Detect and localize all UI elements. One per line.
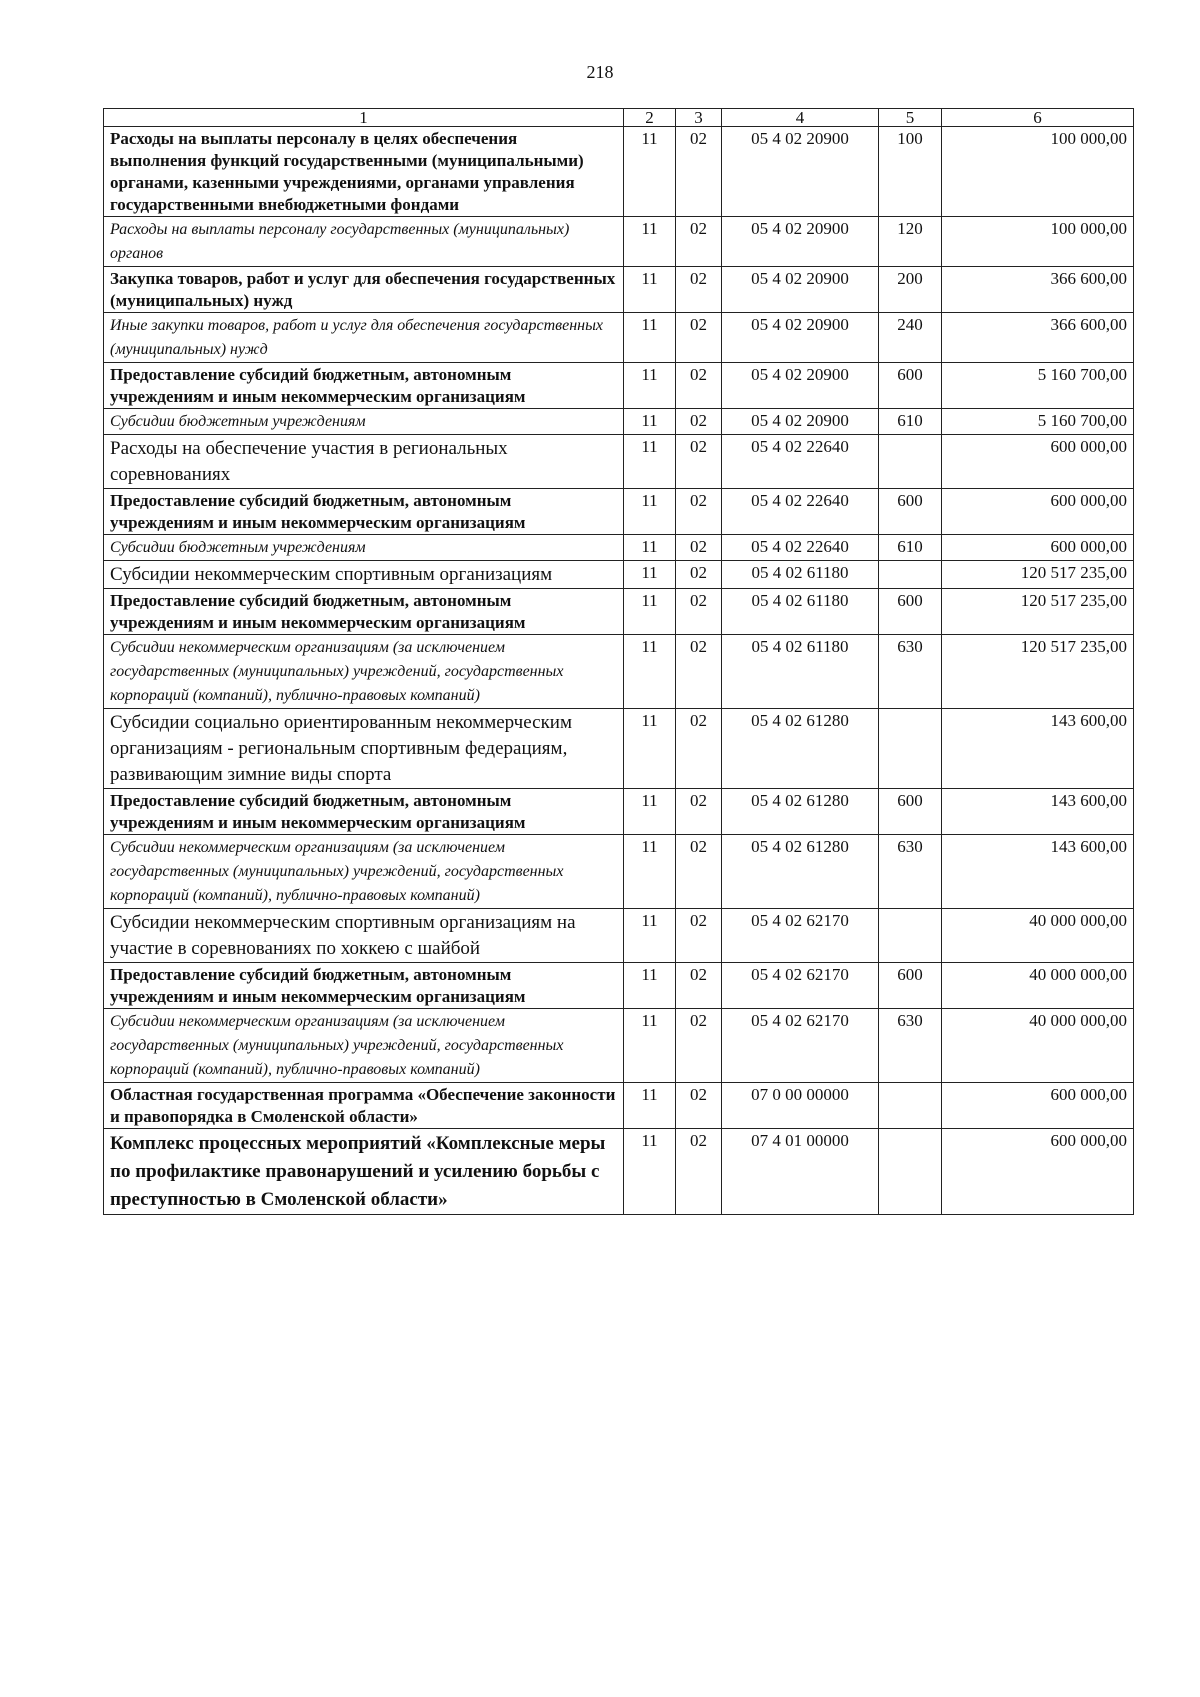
table-row [104,909,1134,963]
table-row [104,313,1134,363]
row-description: Расходы на выплаты персоналу в целях обеспечения выполнения функций государственными (муниципальными) органами, казенными учреждениями, органами управления государственными внебюджетными фондами [104,127,624,217]
section-code: 11 [624,1083,676,1129]
table-row [104,589,1134,635]
section-code: 11 [624,635,676,709]
amount: 5 160 700,00 [942,409,1134,435]
amount: 143 600,00 [942,835,1134,909]
target-article-code: 05 4 02 20900 [722,409,879,435]
subsection-code: 02 [676,1129,722,1215]
section-code: 11 [624,1129,676,1215]
expense-type-code: 600 [879,789,942,835]
section-code: 11 [624,835,676,909]
row-description: Расходы на обеспечение участия в региональных соревнованиях [104,435,624,489]
expense-type-code: 630 [879,835,942,909]
table-row [104,561,1134,589]
column-header: 6 [942,109,1134,127]
table-body [104,127,1134,1215]
row-description: Предоставление субсидий бюджетным, автономным учреждениям и иным некоммерческим организациям [104,963,624,1009]
table-row [104,267,1134,313]
expense-type-code: 120 [879,217,942,267]
target-article-code: 05 4 02 61280 [722,789,879,835]
amount: 366 600,00 [942,313,1134,363]
row-description: Субсидии социально ориентированным некоммерческим организациям - региональным спортивным федерациям, развивающим зимние виды спорта [104,709,624,789]
expense-type-code [879,561,942,589]
expense-type-code [879,909,942,963]
table-row [104,1009,1134,1083]
subsection-code: 02 [676,789,722,835]
target-article-code: 05 4 02 62170 [722,963,879,1009]
amount: 120 517 235,00 [942,589,1134,635]
subsection-code: 02 [676,909,722,963]
subsection-code: 02 [676,709,722,789]
header-row [104,109,1134,127]
section-code: 11 [624,267,676,313]
expense-type-code [879,1083,942,1129]
table-header [104,109,1134,127]
target-article-code: 05 4 02 20900 [722,267,879,313]
amount: 5 160 700,00 [942,363,1134,409]
amount: 120 517 235,00 [942,561,1134,589]
target-article-code: 07 4 01 00000 [722,1129,879,1215]
subsection-code: 02 [676,635,722,709]
row-description: Предоставление субсидий бюджетным, автономным учреждениям и иным некоммерческим организациям [104,489,624,535]
amount: 40 000 000,00 [942,1009,1134,1083]
target-article-code: 05 4 02 61180 [722,561,879,589]
section-code: 11 [624,909,676,963]
subsection-code: 02 [676,217,722,267]
column-header: 4 [722,109,879,127]
row-description: Предоставление субсидий бюджетным, автономным учреждениям и иным некоммерческим организациям [104,363,624,409]
expense-type-code: 610 [879,535,942,561]
expense-type-code [879,1129,942,1215]
section-code: 11 [624,789,676,835]
section-code: 11 [624,489,676,535]
amount: 143 600,00 [942,789,1134,835]
row-description: Иные закупки товаров, работ и услуг для обеспечения государственных (муниципальных) нужд [104,313,624,363]
table-row [104,789,1134,835]
row-description: Предоставление субсидий бюджетным, автономным учреждениям и иным некоммерческим организациям [104,589,624,635]
section-code: 11 [624,589,676,635]
expense-type-code: 240 [879,313,942,363]
row-description: Субсидии бюджетным учреждениям [104,535,624,561]
amount: 40 000 000,00 [942,963,1134,1009]
row-description: Субсидии некоммерческим спортивным организациям [104,561,624,589]
target-article-code: 05 4 02 20900 [722,217,879,267]
target-article-code: 07 0 00 00000 [722,1083,879,1129]
subsection-code: 02 [676,267,722,313]
subsection-code: 02 [676,589,722,635]
row-description: Субсидии некоммерческим организациям (за исключением государственных (муниципальных) учреждений, государственных корпораций (компаний), публично-правовых компаний) [104,835,624,909]
table-row [104,409,1134,435]
budget-table [103,108,1134,1215]
section-code: 11 [624,409,676,435]
target-article-code: 05 4 02 62170 [722,1009,879,1083]
row-description: Закупка товаров, работ и услуг для обеспечения государственных (муниципальных) нужд [104,267,624,313]
table-row [104,635,1134,709]
amount: 600 000,00 [942,435,1134,489]
amount: 100 000,00 [942,127,1134,217]
amount: 600 000,00 [942,1129,1134,1215]
section-code: 11 [624,127,676,217]
table-row [104,217,1134,267]
target-article-code: 05 4 02 22640 [722,435,879,489]
target-article-code: 05 4 02 20900 [722,313,879,363]
amount: 366 600,00 [942,267,1134,313]
target-article-code: 05 4 02 22640 [722,489,879,535]
expense-type-code: 600 [879,963,942,1009]
column-header: 5 [879,109,942,127]
row-description: Субсидии бюджетным учреждениям [104,409,624,435]
section-code: 11 [624,535,676,561]
expense-type-code: 100 [879,127,942,217]
column-header: 1 [104,109,624,127]
target-article-code: 05 4 02 61280 [722,709,879,789]
table-row [104,835,1134,909]
table-row [104,435,1134,489]
expense-type-code [879,709,942,789]
row-description: Комплекс процессных мероприятий «Комплексные меры по профилактике правонарушений и усилению борьбы с преступностью в Смоленской области» [104,1129,624,1215]
expense-type-code: 600 [879,589,942,635]
section-code: 11 [624,963,676,1009]
table-row [104,963,1134,1009]
section-code: 11 [624,313,676,363]
subsection-code: 02 [676,409,722,435]
target-article-code: 05 4 02 20900 [722,363,879,409]
amount: 600 000,00 [942,489,1134,535]
amount: 40 000 000,00 [942,909,1134,963]
subsection-code: 02 [676,1009,722,1083]
table-row [104,1083,1134,1129]
target-article-code: 05 4 02 22640 [722,535,879,561]
expense-type-code: 630 [879,635,942,709]
row-description: Областная государственная программа «Обеспечение законности и правопорядка в Смоленской области» [104,1083,624,1129]
page-number: 218 [586,62,614,82]
section-code: 11 [624,1009,676,1083]
table-row [104,127,1134,217]
expense-type-code: 600 [879,489,942,535]
target-article-code: 05 4 02 61180 [722,635,879,709]
row-description: Субсидии некоммерческим организациям (за исключением государственных (муниципальных) учреждений, государственных корпораций (компаний), публично-правовых компаний) [104,635,624,709]
table-row [104,535,1134,561]
table-row [104,1129,1134,1215]
section-code: 11 [624,435,676,489]
amount: 600 000,00 [942,1083,1134,1129]
row-description: Субсидии некоммерческим организациям (за исключением государственных (муниципальных) учреждений, государственных корпораций (компаний), публично-правовых компаний) [104,1009,624,1083]
target-article-code: 05 4 02 61280 [722,835,879,909]
subsection-code: 02 [676,313,722,363]
amount: 120 517 235,00 [942,635,1134,709]
amount: 600 000,00 [942,535,1134,561]
section-code: 11 [624,217,676,267]
section-code: 11 [624,709,676,789]
expense-type-code: 610 [879,409,942,435]
table-row [104,363,1134,409]
table-row [104,489,1134,535]
expense-type-code: 200 [879,267,942,313]
section-code: 11 [624,561,676,589]
section-code: 11 [624,363,676,409]
subsection-code: 02 [676,127,722,217]
target-article-code: 05 4 02 61180 [722,589,879,635]
column-header: 3 [676,109,722,127]
subsection-code: 02 [676,835,722,909]
row-description: Субсидии некоммерческим спортивным организациям на участие в соревнованиях по хоккею с шайбой [104,909,624,963]
subsection-code: 02 [676,435,722,489]
row-description: Расходы на выплаты персоналу государственных (муниципальных) органов [104,217,624,267]
amount: 100 000,00 [942,217,1134,267]
target-article-code: 05 4 02 20900 [722,127,879,217]
amount: 143 600,00 [942,709,1134,789]
expense-type-code [879,435,942,489]
subsection-code: 02 [676,489,722,535]
expense-type-code: 630 [879,1009,942,1083]
table-row [104,709,1134,789]
row-description: Предоставление субсидий бюджетным, автономным учреждениям и иным некоммерческим организациям [104,789,624,835]
subsection-code: 02 [676,1083,722,1129]
expense-type-code: 600 [879,363,942,409]
subsection-code: 02 [676,363,722,409]
subsection-code: 02 [676,535,722,561]
subsection-code: 02 [676,561,722,589]
target-article-code: 05 4 02 62170 [722,909,879,963]
column-header: 2 [624,109,676,127]
subsection-code: 02 [676,963,722,1009]
